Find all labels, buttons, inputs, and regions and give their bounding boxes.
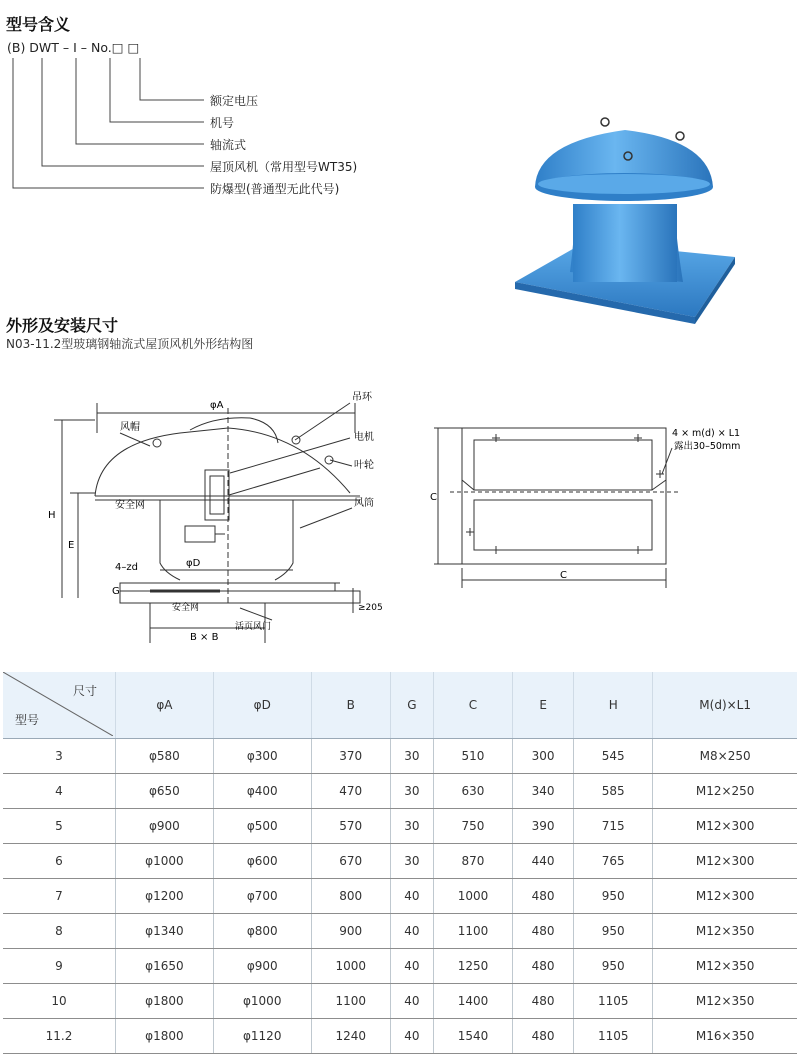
table-cell: 470 bbox=[311, 774, 390, 809]
corner-label-dimension: 尺寸 bbox=[72, 684, 97, 698]
table-row bbox=[3, 879, 797, 914]
table-cell: 750 bbox=[433, 809, 512, 844]
table-row bbox=[3, 949, 797, 984]
table-cell: φ1800 bbox=[116, 984, 214, 1019]
table-cell: 670 bbox=[311, 844, 390, 879]
table-cell: 510 bbox=[433, 739, 512, 774]
table-header-row bbox=[3, 672, 797, 739]
table-cell: 480 bbox=[513, 914, 574, 949]
plan-view-drawing bbox=[430, 418, 770, 594]
table-cell: 800 bbox=[311, 879, 390, 914]
table-cell: M12×350 bbox=[653, 914, 797, 949]
table-cell: 950 bbox=[574, 879, 653, 914]
table-cell: 480 bbox=[513, 879, 574, 914]
table-cell: 1250 bbox=[433, 949, 512, 984]
table-cell: 440 bbox=[513, 844, 574, 879]
table-cell: 570 bbox=[311, 809, 390, 844]
meaning-machine-no: 机号 bbox=[210, 116, 235, 130]
side-elevation-drawing bbox=[40, 388, 400, 650]
table-cell: φ1200 bbox=[116, 879, 214, 914]
table-cell: M12×300 bbox=[653, 879, 797, 914]
cell-model: 6 bbox=[3, 844, 116, 879]
label-C-side: C bbox=[430, 492, 437, 503]
table-cell: φ800 bbox=[213, 914, 311, 949]
label-BxB: B × B bbox=[190, 632, 219, 643]
table-cell: φ400 bbox=[213, 774, 311, 809]
table-row bbox=[3, 1019, 797, 1054]
label-hoop: 吊环 bbox=[352, 392, 372, 403]
label-bolt-spec: 4 × m(d) × L1 bbox=[672, 428, 741, 439]
label-duct: 风筒 bbox=[354, 498, 374, 509]
table-cell: φ1120 bbox=[213, 1019, 311, 1054]
label-C-bottom: C bbox=[560, 570, 567, 581]
cell-model: 4 bbox=[3, 774, 116, 809]
table-cell: 30 bbox=[390, 844, 433, 879]
label-holes: 4–zd bbox=[115, 562, 138, 573]
table-cell: M12×350 bbox=[653, 949, 797, 984]
dimension-table bbox=[3, 672, 797, 1054]
table-cell: 950 bbox=[574, 914, 653, 949]
cell-model: 5 bbox=[3, 809, 116, 844]
table-cell: φ500 bbox=[213, 809, 311, 844]
label-min205: ≥205 bbox=[358, 603, 383, 613]
cell-model: 10 bbox=[3, 984, 116, 1019]
table-cell: 1105 bbox=[574, 984, 653, 1019]
table-cell: 1000 bbox=[311, 949, 390, 984]
table-cell: M12×300 bbox=[653, 809, 797, 844]
table-row bbox=[3, 809, 797, 844]
header-phiA: φA bbox=[116, 672, 214, 739]
table-cell: 40 bbox=[390, 879, 433, 914]
label-motor: 电机 bbox=[354, 432, 374, 443]
table-cell: φ1000 bbox=[116, 844, 214, 879]
table-cell: 30 bbox=[390, 774, 433, 809]
table-cell: 390 bbox=[513, 809, 574, 844]
header-bolt: M(d)×L1 bbox=[653, 672, 797, 739]
model-meaning-title: 型号含义 bbox=[6, 15, 71, 34]
table-cell: φ1650 bbox=[116, 949, 214, 984]
label-guard-base: 安全网 bbox=[172, 603, 200, 613]
table-cell: 30 bbox=[390, 809, 433, 844]
table-cell: φ1000 bbox=[213, 984, 311, 1019]
model-code: (B) DWT – Ⅰ – No.□ □ bbox=[7, 40, 140, 55]
table-cell: 1100 bbox=[311, 984, 390, 1019]
table-row bbox=[3, 984, 797, 1019]
table-cell: 1100 bbox=[433, 914, 512, 949]
table-cell: M12×350 bbox=[653, 984, 797, 1019]
roof-fan-photo bbox=[505, 112, 755, 332]
cell-model: 9 bbox=[3, 949, 116, 984]
corner-label-model: 型号 bbox=[15, 713, 40, 727]
table-cell: 1540 bbox=[433, 1019, 512, 1054]
meaning-explosion-proof: 防爆型(普通型无此代号) bbox=[210, 182, 340, 196]
table-corner-cell bbox=[3, 672, 116, 739]
table-cell: 480 bbox=[513, 1019, 574, 1054]
table-cell: 480 bbox=[513, 984, 574, 1019]
table-cell: 585 bbox=[574, 774, 653, 809]
table-cell: 765 bbox=[574, 844, 653, 879]
table-cell: φ580 bbox=[116, 739, 214, 774]
label-cap: 风帽 bbox=[120, 422, 140, 433]
table-cell: 370 bbox=[311, 739, 390, 774]
meaning-roof-fan: 屋顶风机（常用型号WT35) bbox=[210, 160, 358, 174]
header-E: E bbox=[513, 672, 574, 739]
table-cell: 1240 bbox=[311, 1019, 390, 1054]
table-cell: 545 bbox=[574, 739, 653, 774]
table-cell: 900 bbox=[311, 914, 390, 949]
table-cell: 40 bbox=[390, 984, 433, 1019]
table-row bbox=[3, 914, 797, 949]
dimensions-title: 外形及安装尺寸 bbox=[6, 316, 119, 335]
label-valve: 活页风门 bbox=[235, 622, 272, 632]
meaning-voltage: 额定电压 bbox=[210, 94, 259, 108]
table-cell: φ900 bbox=[213, 949, 311, 984]
table-row bbox=[3, 844, 797, 879]
table-cell: 40 bbox=[390, 1019, 433, 1054]
meaning-axial: 轴流式 bbox=[210, 138, 247, 152]
table-cell: φ900 bbox=[116, 809, 214, 844]
cell-model: 11.2 bbox=[3, 1019, 116, 1054]
label-H: H bbox=[48, 510, 56, 521]
cell-model: 8 bbox=[3, 914, 116, 949]
header-H: H bbox=[574, 672, 653, 739]
table-cell: 1105 bbox=[574, 1019, 653, 1054]
table-cell: M12×300 bbox=[653, 844, 797, 879]
table-cell: 40 bbox=[390, 949, 433, 984]
header-G: G bbox=[390, 672, 433, 739]
table-cell: φ300 bbox=[213, 739, 311, 774]
table-row bbox=[3, 739, 797, 774]
table-cell: 630 bbox=[433, 774, 512, 809]
cell-model: 3 bbox=[3, 739, 116, 774]
label-expose: 露出30–50mm bbox=[674, 441, 741, 452]
label-E: E bbox=[68, 540, 75, 551]
table-cell: 480 bbox=[513, 949, 574, 984]
table-cell: φ1800 bbox=[116, 1019, 214, 1054]
label-phiA: φA bbox=[210, 400, 224, 411]
table-cell: M16×350 bbox=[653, 1019, 797, 1054]
label-impeller: 叶轮 bbox=[354, 460, 374, 471]
header-C: C bbox=[433, 672, 512, 739]
table-cell: 1400 bbox=[433, 984, 512, 1019]
table-cell: 30 bbox=[390, 739, 433, 774]
header-B: B bbox=[311, 672, 390, 739]
table-cell: φ600 bbox=[213, 844, 311, 879]
table-cell: 715 bbox=[574, 809, 653, 844]
table-cell: 950 bbox=[574, 949, 653, 984]
header-phiD: φD bbox=[213, 672, 311, 739]
table-cell: φ650 bbox=[116, 774, 214, 809]
label-phiD: φD bbox=[186, 558, 201, 569]
label-G: G bbox=[112, 586, 120, 597]
table-cell: 40 bbox=[390, 914, 433, 949]
table-cell: M8×250 bbox=[653, 739, 797, 774]
table-cell: 340 bbox=[513, 774, 574, 809]
label-guard-top: 安全网 bbox=[115, 500, 145, 511]
table-cell: M12×250 bbox=[653, 774, 797, 809]
cell-model: 7 bbox=[3, 879, 116, 914]
table-cell: 300 bbox=[513, 739, 574, 774]
table-cell: 870 bbox=[433, 844, 512, 879]
table-row bbox=[3, 774, 797, 809]
table-cell: φ700 bbox=[213, 879, 311, 914]
table-cell: 1000 bbox=[433, 879, 512, 914]
drawing-subtitle: N03-11.2型玻璃钢轴流式屋顶风机外形结构图 bbox=[6, 337, 254, 351]
table-cell: φ1340 bbox=[116, 914, 214, 949]
